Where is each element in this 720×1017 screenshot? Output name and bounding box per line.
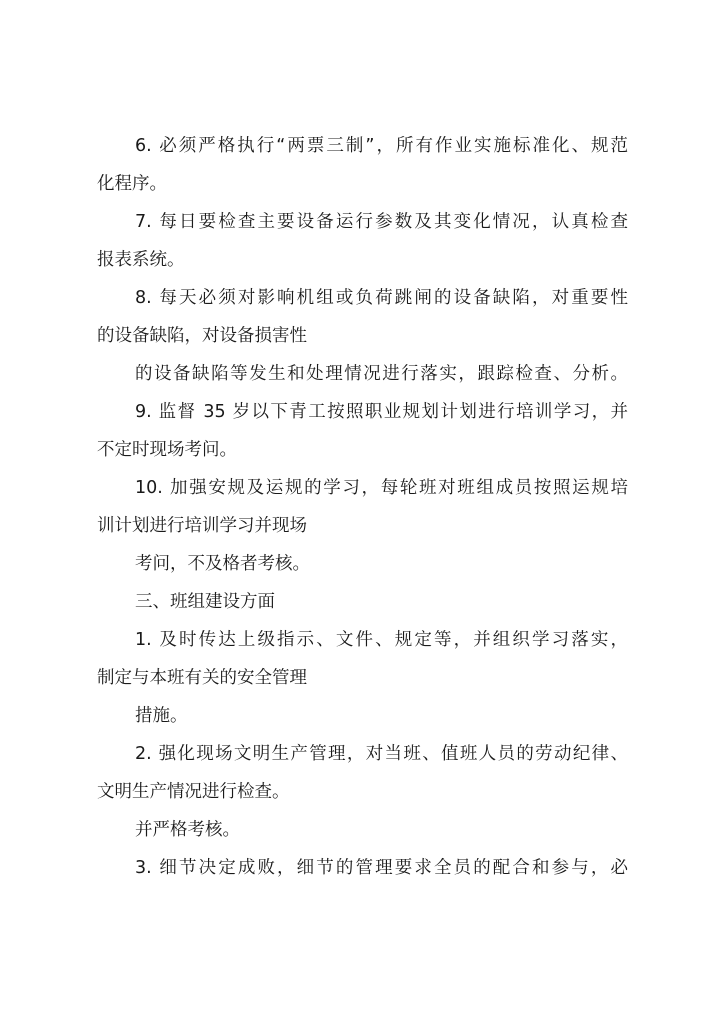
line-item-2-part1: 2. 强化现场文明生产管理，对当班、值班人员的劳动纪律、 <box>135 744 628 764</box>
line-item-7-part1: 7. 每日要检查主要设备运行参数及其变化情况，认真检查 <box>135 212 628 232</box>
line-item-1-part3: 措施。 <box>135 706 188 726</box>
line-item-9-part1: 9. 监督 35 岁以下青工按照职业规划计划进行培训学习，并 <box>135 402 628 422</box>
line-item-10-part2: 训计划进行培训学习并现场 <box>97 516 307 536</box>
line-item-1-part2: 制定与本班有关的安全管理 <box>97 668 307 688</box>
line-item-8-part1: 8. 每天必须对影响机组或负荷跳闸的设备缺陷，对重要性 <box>135 288 628 308</box>
line-item-3-part1: 3. 细节决定成败，细节的管理要求全员的配合和参与，必 <box>135 858 628 878</box>
line-item-10-part1: 10. 加强安规及运规的学习，每轮班对班组成员按照运规培 <box>135 478 628 498</box>
line-item-8-part3: 的设备缺陷等发生和处理情况进行落实，跟踪检查、分析。 <box>135 364 628 384</box>
line-item-7-part2: 报表系统。 <box>97 250 185 270</box>
line-item-2-part3: 并严格考核。 <box>135 820 240 840</box>
line-item-1-part1: 1. 及时传达上级指示、文件、规定等，并组织学习落实， <box>135 630 628 650</box>
line-item-2-part2: 文明生产情况进行检查。 <box>97 782 290 802</box>
line-item-9-part2: 不定时现场考问。 <box>97 440 237 460</box>
line-item-10-part3: 考问，不及格者考核。 <box>135 554 310 574</box>
line-item-6-part2: 化程序。 <box>97 174 167 194</box>
line-item-6-part1: 6. 必须严格执行“两票三制”，所有作业实施标准化、规范 <box>135 136 628 156</box>
line-item-8-part2: 的设备缺陷，对设备损害性 <box>97 326 307 346</box>
section-heading: 三、班组建设方面 <box>135 592 275 612</box>
